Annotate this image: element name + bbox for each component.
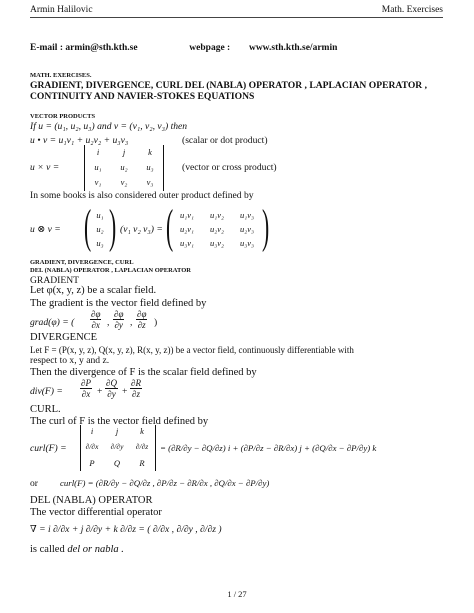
curl-alternative: curl(F) = (∂R/∂y − ∂Q/∂z , ∂P/∂z − ∂R/∂x , ∂Q/∂x − ∂P/∂y) — [60, 478, 270, 488]
gradient-let: Let φ(x, y, z) be a scalar field. — [30, 285, 157, 296]
curl-determinant — [80, 425, 156, 471]
outer-cell: u₁v₁ — [180, 210, 194, 220]
del-heading: DEL (NABLA) OPERATOR — [30, 495, 153, 506]
outer-cell: u₂v₃ — [240, 224, 254, 234]
header-rule — [30, 17, 443, 18]
outer-col-cell: u₂ — [96, 224, 104, 234]
running-header — [30, 5, 443, 15]
cross-cell: v₂ — [120, 177, 128, 187]
page-number: 1 / 27 — [227, 589, 247, 599]
cross-cell: u₁ — [94, 162, 102, 172]
outer-cell: u₃v₃ — [240, 238, 254, 248]
divergence-let-2: respect to x, y and z. — [30, 355, 110, 366]
header-author: Armin Halilovic — [30, 5, 93, 15]
outer-cell: u₂v₂ — [210, 224, 224, 234]
gradient-lhs: grad(φ) = ( — [30, 317, 75, 328]
outer-cell: u₁v₃ — [240, 210, 254, 220]
outer-cell: u₃v₂ — [210, 238, 224, 248]
cross-cell: v₁ — [94, 177, 102, 187]
curl-cell: R — [139, 458, 145, 468]
webpage-url[interactable]: www.sth.kth.se/armin — [248, 43, 338, 53]
curl-expansion: = (∂R/∂y − ∂Q/∂z) i + (∂P/∂z − ∂R/∂x) j + (∂Q/∂x − ∂P/∂y) k — [160, 443, 377, 453]
curl-heading: CURL. — [30, 404, 61, 415]
cross-cell: j — [122, 147, 126, 157]
document-page: Armin Halilovic Math. Exercises E-mail : armin@sth.kth.se webpage : www.sth.kth.se/armin MATH. EXERCISES. GRADIENT, DIVERGENCE, CURL DEL (NABLA) OPERATOR , LAPLACIAN OPERATOR , CONTINUITY AND NAVIER-STOKES EQUATIONS VECTOR PRODUCTS If u = (u₁, u₂, u₃) and v = (v₁, v₂, v₃) then u • v = u₁v₁ + u₂v₂ + u₃v₃ (scalar or dot product) u × v = i j k u₁ u₂ u₃ v₁ v₂ v₃ (vector or cross product) In some books is also considered outer product defined by u ⊗ v = ( u₁ u₂ u₃ ) (v₁ v₂ v₃) = ( u₁v₁ u₁v₂ u₁v₃ u₂v₁ u₂v₂ u₂v₃ u₃v₁ u₃v₂ u₃v₃ ) GRADIENT, DIVERGENCE, CURL DEL (NABLA) OPERATOR , LAPLACIAN OPERATOR GRADIENT Let φ(x, y, z) be a scalar field. The gradient is the vector field defined by grad(φ) = ( $\frac{\partial\varphi}{\partial x}$ , $\frac{\partial\varphi}{\partial y}$ , $\frac{\partial\varphi}{\partial z}$ ) DIVERGENCE Let F = (P(x, y, z), Q(x, y, z), R(x, y, z)) be a vector field, continuously differentiable with respect to x, y and z. Then the divergence of F is the scalar field defined by div(F) = $\frac{\partial P}{\partial x}$ + $\frac{\partial Q}{\partial y}$ + $\frac{\partial R}{\partial z}$ CURL. The curl of F is the vector field defined by curl(F) = i j k ∂/∂x ∂/∂y ∂/∂z P Q R = (∂R/∂y − ∂Q/∂z) i + (∂P/∂z − ∂R/∂x) j + (∂Q/∂x − ∂P/∂y) k or curl(F) = (∂R/∂y − ∂Q/∂z , ∂P/∂z − ∂R/∂x , ∂Q/∂x − ∂P/∂y) DEL (NABLA) OPERATOR The vector differential operator ∇ = i ∂/∂x + j ∂/∂y + k ∂/∂z = ( ∂/∂x , ∂/∂y , ∂/∂z ) is called del or nabla . 1 / 27 — [0, 0, 474, 613]
outer-product-lhs: u ⊗ v = — [30, 224, 61, 235]
outer-row-vector: (v₁ v₂ v₃) = — [120, 224, 163, 235]
outer-col-cell: u₁ — [96, 210, 104, 220]
vector-products-label: VECTOR PRODUCTS — [30, 113, 96, 120]
dot-product-note: (scalar or dot product) — [182, 135, 268, 146]
gradient-definition: The gradient is the vector field defined by — [30, 298, 207, 309]
cross-cell: v₃ — [146, 177, 154, 187]
outer-cell: u₃v₁ — [180, 238, 194, 248]
cross-cell: u₂ — [120, 162, 128, 172]
email-label: E-mail : — [30, 43, 63, 53]
del-laplacian-label: DEL (NABLA) OPERATOR , LAPLACIAN OPERATOR — [30, 267, 191, 274]
curl-cell: ∂/∂z — [135, 442, 149, 451]
div-frac-y: $\frac{\partial Q}{\partial y}$ — [106, 378, 117, 399]
curl-or: or — [30, 478, 38, 489]
header-course: Math. Exercises — [381, 5, 443, 15]
gradient-frac-x: $\frac{\partial\varphi}{\partial x}$ — [91, 309, 101, 330]
cross-cell: i — [96, 147, 100, 157]
gradient-frac-y: $\frac{\partial\varphi}{\partial y}$ — [114, 309, 124, 330]
curl-cell: k — [140, 426, 144, 436]
del-equation: ∇ = i ∂/∂x + j ∂/∂y + k ∂/∂z = ( ∂/∂x , ∂/∂y , ∂/∂z ) — [30, 524, 222, 535]
outer-product-matrix — [172, 210, 262, 252]
curl-cell: ∂/∂x — [85, 442, 99, 451]
gdc-label: GRADIENT, DIVERGENCE, CURL — [30, 259, 134, 266]
divergence-heading: DIVERGENCE — [30, 332, 98, 343]
del-is-called: is called del or nabla . — [30, 544, 124, 555]
vectors-definition: If u = (u₁, u₂, u₃) and v = (v₁, v₂, v₃) then — [30, 121, 188, 132]
contact-line — [30, 43, 337, 53]
div-frac-x: $\frac{\partial P}{\partial x}$ — [81, 378, 91, 399]
gradient-frac-z: $\frac{\partial\varphi}{\partial z}$ — [137, 309, 147, 330]
outer-product-intro: In some books is also considered outer product defined by — [30, 190, 254, 201]
divergence-definition: Then the divergence of F is the scalar field defined by — [30, 367, 257, 378]
outer-col-cell: u₃ — [96, 238, 104, 248]
email-address[interactable]: armin@sth.kth.se — [65, 43, 138, 53]
div-frac-z: $\frac{\partial R}{\partial z}$ — [131, 378, 141, 399]
webpage-label: webpage : — [189, 43, 231, 53]
cross-cell: u₃ — [146, 162, 154, 172]
curl-cell: P — [89, 458, 95, 468]
outer-cell: u₂v₁ — [180, 224, 194, 234]
cross-product-note: (vector or cross product) — [182, 162, 277, 173]
outer-cell: u₁v₂ — [210, 210, 224, 220]
curl-definition: The curl of F is the vector field defined by — [30, 416, 209, 427]
cross-product-lhs: u × v = — [30, 162, 60, 173]
section-label: MATH. EXERCISES. — [30, 72, 92, 79]
cross-product-determinant — [84, 145, 164, 191]
curl-lhs: curl(F) = — [30, 443, 67, 454]
cross-cell: k — [148, 147, 152, 157]
dot-product-formula: u • v = u₁v₁ + u₂v₂ + u₃v₃ — [30, 135, 129, 146]
divergence-let: Let F = (P(x, y, z), Q(x, y, z), R(x, y, z)) be a vector field, continuously differentiable with — [30, 345, 354, 355]
del-definition: The vector differential operator — [30, 507, 162, 518]
curl-cell: i — [90, 426, 94, 436]
divergence-lhs: div(F) = — [30, 386, 63, 397]
curl-cell: j — [115, 426, 119, 436]
document-title: GRADIENT, DIVERGENCE, CURL DEL (NABLA) OPERATOR , LAPLACIAN OPERATOR , CONTINUITY AND NAVIER-STOKES EQUATIONS — [30, 80, 428, 102]
del-name: del or nabla . — [67, 544, 124, 555]
curl-cell: Q — [113, 458, 121, 468]
curl-cell: ∂/∂y — [110, 442, 124, 451]
gradient-heading: GRADIENT — [30, 275, 80, 286]
